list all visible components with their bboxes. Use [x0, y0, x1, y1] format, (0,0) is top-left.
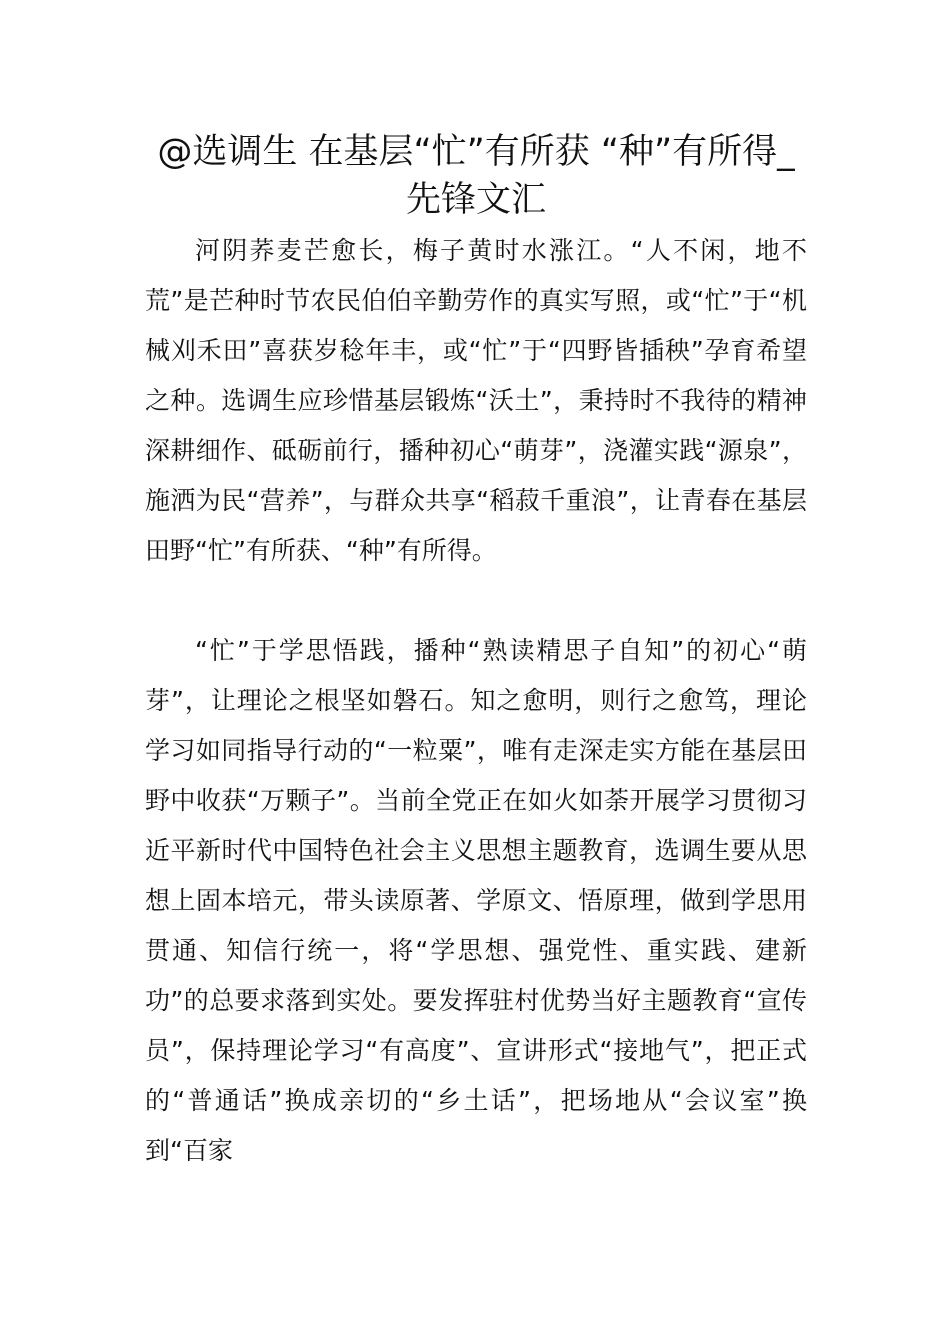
paragraph-study-practice: “忙”于学思悟践，播种“熟读精思子自知”的初心“萌芽”，让理论之根坚如磐石。知之愈明，则行之愈笃，理论学习如同指导行动的“一粒粟”，唯有走深走实方能在基层田野中收获“万颗子”。当前全党正在如火如荼开展学习贯彻习近平新时代中国特色社会主义思想主题教育，选调生要从思想上固本培元，带头读原著、学原文、悟原理，做到学思用贯通、知信行统一，将“学思想、强党性、重实践、建新功”的总要求落到实处。要发挥驻村优势当好主题教育“宣传员”，保持理论学习“有高度”、宣讲形式“接地气”，把正式的“普通话”换成亲切的“乡土话”，把场地从“会议室”换到“百家: [145, 636, 807, 1165]
paragraph-gap: [145, 576, 807, 626]
paragraph-intro: 河阴荞麦芒愈长，梅子黄时水涨江。“人不闲，地不荒”是芒种时节农民伯伯辛勤劳作的真实写照，或“忙”于“机械刈禾田”喜获岁稔年丰，或“忙”于“四野皆插秧”孕育希望之种。选调生应珍惜基层锻炼“沃土”，秉持时不我待的精神深耕细作、砥砺前行，播种初心“萌芽”，浇灌实践“源泉”，施洒为民“营养”，与群众共享“稻菽千重浪”，让青春在基层田野“忙”有所获、“种”有所得。: [145, 236, 807, 565]
document-title: @选调生 在基层“忙”有所获 “种”有所得_先锋文汇: [157, 132, 795, 220]
document-page: [145, 128, 807, 1176]
